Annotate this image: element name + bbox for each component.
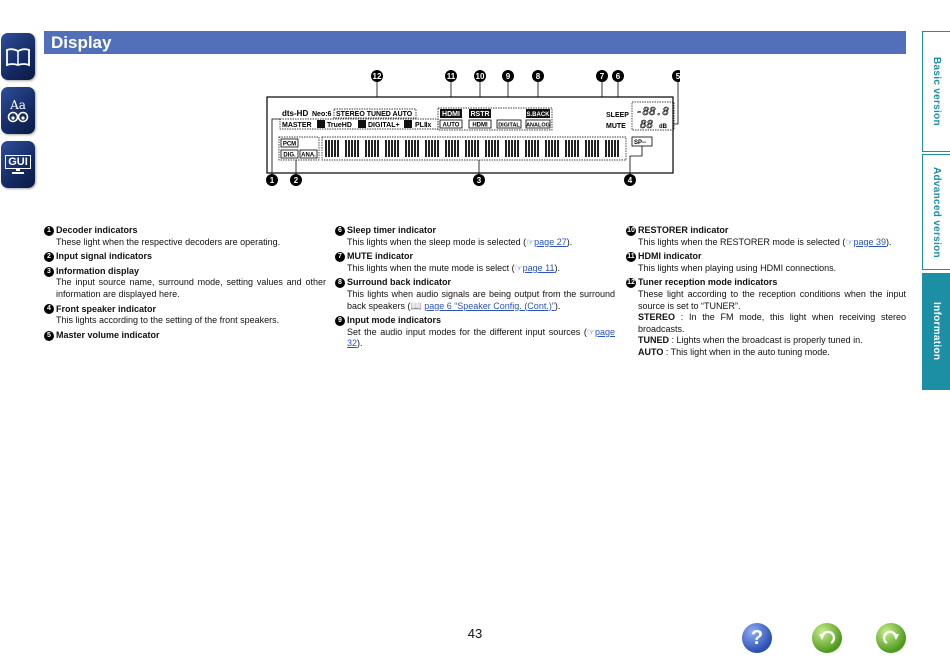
master-label: MASTER xyxy=(282,122,312,129)
item-11-title: HDMI indicator xyxy=(638,251,702,262)
item-10-after: ). xyxy=(886,236,892,247)
tab-basic-version-label: Basic version xyxy=(931,57,942,126)
pcm-label: PCM xyxy=(282,141,297,148)
item-7-after: ). xyxy=(554,262,561,273)
callout-2 xyxy=(290,174,302,186)
item-9-number: 9 xyxy=(335,316,345,326)
item-4-number: 4 xyxy=(44,304,54,314)
svg-text:4: 4 xyxy=(627,176,633,185)
stereo-term: STEREO xyxy=(638,312,676,323)
volume-bottom-digits: 88 xyxy=(640,118,654,131)
glossary-label: Aa xyxy=(10,97,26,112)
item-10-number: 10 xyxy=(627,226,635,234)
item-6-text: This lights when the sleep mode is selected ( xyxy=(347,236,527,247)
item-8-text: This lights when audio signals are being output from the surround back speakers ( xyxy=(347,288,615,311)
page-27-link[interactable]: page 27 xyxy=(534,236,567,247)
item-6 xyxy=(335,225,615,248)
item-2 xyxy=(44,251,326,263)
item-12-title: Tuner reception mode indicators xyxy=(638,277,778,288)
item-8-number: 8 xyxy=(335,278,345,288)
item-4 xyxy=(44,304,326,327)
item-7-number: 7 xyxy=(335,252,345,262)
callout-7 xyxy=(596,70,608,82)
callout-1 xyxy=(266,174,278,186)
item-3-number: 3 xyxy=(44,267,54,277)
callout-6 xyxy=(612,70,624,82)
sleep-label: SLEEP xyxy=(606,112,629,119)
item-1 xyxy=(44,225,326,248)
page-title: Display xyxy=(44,31,906,54)
tuned-term: TUNED xyxy=(638,335,669,346)
svg-text:9: 9 xyxy=(505,72,511,81)
item-11 xyxy=(626,251,906,274)
gui-icon[interactable] xyxy=(1,141,35,188)
help-button[interactable] xyxy=(742,623,772,653)
tab-information-label: Information xyxy=(931,302,942,361)
monitor-stand-icon xyxy=(10,169,26,174)
page-11-link[interactable]: page 11 xyxy=(522,262,555,273)
svg-text:6: 6 xyxy=(615,72,621,81)
callout-12 xyxy=(371,70,383,82)
svg-text:10: 10 xyxy=(475,72,485,81)
forward-arrow-icon xyxy=(881,628,901,648)
callout-5 xyxy=(672,70,680,82)
question-mark-icon: ? xyxy=(750,626,764,649)
reference-icon: ☞ xyxy=(586,326,595,337)
item-10-text: This lights when the RESTORER mode is selected ( xyxy=(638,236,846,247)
back-button[interactable] xyxy=(812,623,842,653)
mute-label: MUTE xyxy=(606,123,626,130)
item-10 xyxy=(626,225,906,248)
callout-8 xyxy=(532,70,544,82)
display-diagram xyxy=(260,66,680,192)
tab-information[interactable] xyxy=(922,273,950,390)
svg-text:8: 8 xyxy=(535,72,541,81)
sback-label: S.BACK xyxy=(526,112,550,118)
rstr-label: RSTR xyxy=(470,111,490,118)
left-column xyxy=(44,225,326,344)
reference-icon: ☞ xyxy=(845,236,854,247)
item-2-title: Input signal indicators xyxy=(56,251,153,262)
item-12 xyxy=(626,277,906,358)
item-4-title: Front speaker indicator xyxy=(56,303,157,314)
callout-11 xyxy=(445,70,457,82)
item-4-text: This lights according to the setting of the front speakers. xyxy=(56,315,280,326)
item-11-text: This lights when playing using HDMI connections. xyxy=(638,262,837,273)
item-12-number: 12 xyxy=(627,279,635,287)
item-9-text: Set the audio input modes for the different input sources ( xyxy=(347,326,587,337)
item-3 xyxy=(44,266,326,301)
page-6-link[interactable]: page 6 “Speaker Config. (Cont.)” xyxy=(424,300,555,311)
dig-label: DIG. xyxy=(283,152,296,159)
auto-term: AUTO xyxy=(638,346,664,357)
item-9-title: Input mode indicators xyxy=(347,315,442,326)
item-6-number: 6 xyxy=(335,226,345,236)
sp-label: SP-- xyxy=(634,140,646,146)
glasses-icon xyxy=(7,111,29,123)
item-1-number: 1 xyxy=(44,226,54,236)
item-7-title: MUTE indicator xyxy=(347,251,414,262)
forward-button[interactable] xyxy=(876,623,906,653)
truehd-label: TrueHD xyxy=(327,122,352,129)
item-11-number: 11 xyxy=(627,252,635,260)
callout-3 xyxy=(473,174,485,186)
svg-text:7: 7 xyxy=(599,72,605,81)
tab-advanced-version-label: Advanced version xyxy=(931,166,942,258)
neo6-label: Neo:6 xyxy=(312,111,332,118)
analog-input-label: ANALOG xyxy=(526,122,550,129)
pl-label: PLⅡx xyxy=(415,122,432,129)
callout-9 xyxy=(502,70,514,82)
middle-column xyxy=(335,225,615,353)
back-arrow-icon xyxy=(817,628,837,648)
glossary-icon[interactable] xyxy=(1,87,35,134)
item-5-title: Master volume indicator xyxy=(56,329,160,340)
item-1-text: These light when the respective decoders are operating. xyxy=(56,236,281,247)
item-3-text: The input source name, surround mode, setting values and other information are displayed here. xyxy=(56,277,326,299)
item-6-title: Sleep timer indicator xyxy=(347,225,437,235)
svg-text:3: 3 xyxy=(476,176,482,185)
svg-text:5: 5 xyxy=(675,72,680,81)
item-9 xyxy=(335,315,615,350)
item-7-text: This lights when the mute mode is select ( xyxy=(347,262,515,273)
item-12-text: These light according to the reception conditions when the input source is set to “TUNER”. xyxy=(638,288,906,311)
stereo-tuned-auto-label: STEREO TUNED AUTO xyxy=(336,111,413,118)
volume-top-digits: -88.8 xyxy=(636,105,670,118)
tuned-text: : Lights when the broadcast is properly tuned in. xyxy=(669,335,863,346)
page-39-link[interactable]: page 39 xyxy=(853,236,887,247)
hdmi-bottom-label: HDMI xyxy=(472,122,488,129)
item-8-title: Surround back indicator xyxy=(347,277,452,288)
item-5 xyxy=(44,330,326,342)
callout-10 xyxy=(474,70,486,82)
display-panel xyxy=(267,97,673,173)
gui-label: GUI xyxy=(5,155,31,169)
auto-label: AUTO xyxy=(442,122,460,129)
item-9-after: ). xyxy=(357,338,363,349)
stereo-text: : In the FM mode, this light when receiving stereo broadcasts. xyxy=(638,312,906,334)
item-7 xyxy=(335,251,615,274)
page-number: 43 xyxy=(467,626,483,641)
item-3-title: Information display xyxy=(56,265,140,276)
digital-plus-label: DIGITAL+ xyxy=(368,122,400,129)
item-8 xyxy=(335,277,615,312)
item-2-number: 2 xyxy=(44,252,54,262)
auto-text: : This light when in the auto tuning mode. xyxy=(663,346,830,357)
ana-label: ANA. xyxy=(301,152,316,159)
item-5-number: 5 xyxy=(44,331,54,341)
svg-text:12: 12 xyxy=(372,72,382,81)
callout-4 xyxy=(624,174,636,186)
svg-text:2: 2 xyxy=(293,176,299,185)
item-1-title: Decoder indicators xyxy=(56,225,138,235)
book-icon[interactable] xyxy=(1,33,35,80)
reference-icon: ☞ xyxy=(526,236,535,247)
information-display-matrix xyxy=(325,140,619,157)
right-column xyxy=(626,225,906,362)
tab-basic-version[interactable] xyxy=(922,31,950,152)
book-reference-icon: 📖 xyxy=(410,300,425,311)
hdmi-top-label: HDMI xyxy=(442,111,460,118)
svg-text:11: 11 xyxy=(446,72,456,81)
open-book-icon xyxy=(5,46,31,68)
item-8-after: ). xyxy=(554,300,561,311)
digital-input-label: DIGITAL xyxy=(498,122,520,129)
page-32-link[interactable]: page 32 xyxy=(347,326,615,349)
reference-icon: ☞ xyxy=(514,262,523,273)
db-label: dB xyxy=(659,124,667,130)
svg-text:1: 1 xyxy=(269,176,275,185)
item-6-after: ). xyxy=(566,236,573,247)
tab-advanced-version[interactable] xyxy=(922,154,950,270)
dts-hd-label: dts-HD xyxy=(282,109,309,118)
item-10-title: RESTORER indicator xyxy=(638,225,729,235)
